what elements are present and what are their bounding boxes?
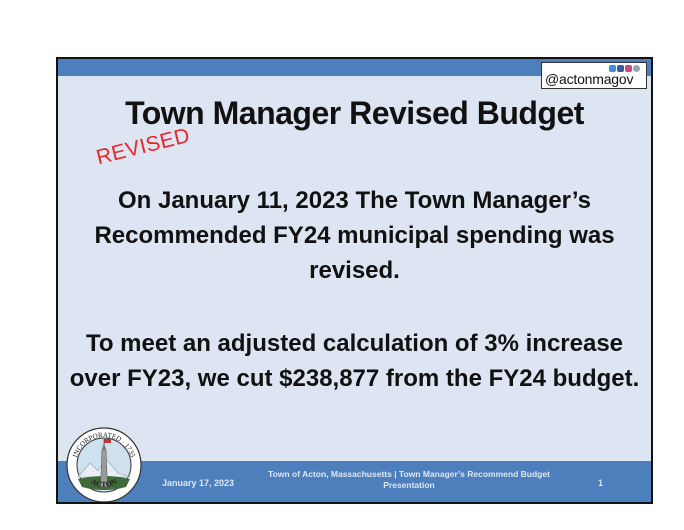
slide (56, 57, 653, 504)
page-number: 1 (598, 478, 604, 488)
paragraph-revision-date: On January 11, 2023 The Town Manager’s Recommended FY24 municipal spending was revised. (94, 187, 615, 284)
town-seal-logo (66, 427, 142, 503)
paragraph-budget-cut: To meet an adjusted calculation of 3% increase over FY23, we cut $238,877 from the FY24 budget. (69, 330, 640, 392)
other-social-icon (633, 65, 640, 72)
seal-bottom-text: ACTON (89, 476, 119, 490)
slide-title: Town Manager Revised Budget (125, 95, 584, 131)
footer-band (58, 461, 651, 502)
seal-top-text: INCORPORATED · 1735 (71, 430, 137, 459)
revised-stamp: REVISED (94, 123, 193, 170)
footer-title-line2: Presentation (383, 480, 435, 490)
footer-date: January 17, 2023 (162, 478, 235, 488)
social-handle-text: @actonmagov (545, 71, 634, 87)
footer-title (254, 469, 564, 491)
footer-title-line1: Town of Acton, Massachusetts | Town Manager’s Recommend Budget (268, 469, 550, 479)
social-handle-badge (541, 62, 647, 89)
